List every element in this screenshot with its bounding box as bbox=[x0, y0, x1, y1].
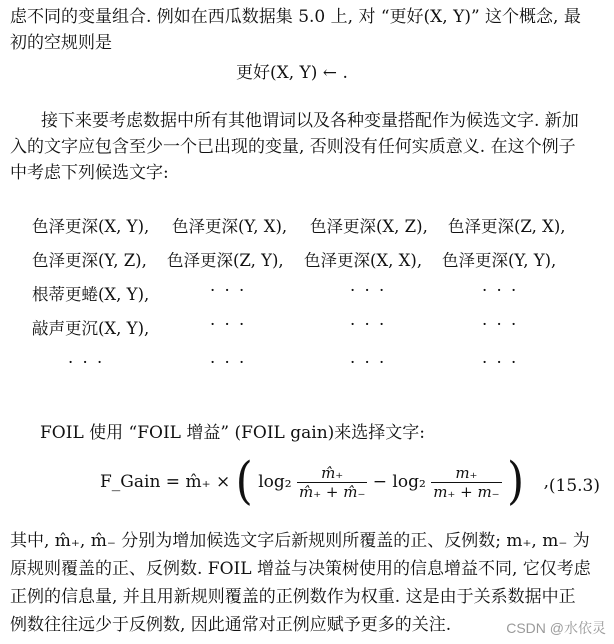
left-paren: ( bbox=[235, 452, 253, 511]
fraction-denominator: m̂₊ + m̂₋ bbox=[298, 482, 366, 501]
paragraph2-line2: 入的文字应包含至少一个已出现的变量, 否则没有任何实质意义. 在这个例子 bbox=[10, 137, 576, 157]
candidate-literal: 色泽更深(Y, Z), bbox=[32, 251, 147, 270]
fraction-original-rule bbox=[431, 464, 501, 501]
ellipsis: · · · bbox=[350, 353, 387, 372]
ellipsis: · · · bbox=[210, 281, 247, 300]
paragraph1-line2: 初的空规则是 bbox=[10, 33, 112, 53]
candidate-row bbox=[32, 247, 592, 279]
paragraph3-line2: 原规则覆盖的正、反例数. FOIL 增益与决策树使用的信息增益不同, 它仅考虑 bbox=[10, 559, 591, 579]
watermark: CSDN @水依灵 bbox=[506, 620, 606, 636]
foil-intro: FOIL 使用 “FOIL 增益” (FOIL gain)来选择文字: bbox=[40, 423, 426, 443]
ellipsis: · · · bbox=[482, 281, 519, 300]
candidate-literal: 色泽更深(X, Y), bbox=[32, 217, 150, 236]
fraction-numerator: m̂₊ bbox=[297, 464, 367, 483]
candidate-literal: 色泽更深(X, Z), bbox=[310, 217, 428, 236]
fraction-denominator: m₊ + m₋ bbox=[433, 482, 500, 501]
ellipsis: · · · bbox=[210, 315, 247, 334]
candidate-literal: 根蒂更蜷(X, Y), bbox=[32, 285, 150, 304]
paragraph2-line1: 接下来要考虑数据中所有其他谓词以及各种变量搭配作为候选文字. 新加 bbox=[41, 111, 579, 131]
ellipsis: · · · bbox=[482, 353, 519, 372]
formula-comma: , bbox=[543, 472, 549, 492]
ellipsis: · · · bbox=[350, 281, 387, 300]
paragraph2-line3: 中考虑下列候选文字: bbox=[10, 163, 169, 183]
formula-minus-log2: − log₂ bbox=[372, 472, 426, 492]
paragraph3-line1: 其中, m̂₊, m̂₋ 分别为增加候选文字后新规则所覆盖的正、反例数; m₊, m₋ 为 bbox=[10, 531, 590, 551]
ellipsis: · · · bbox=[68, 353, 105, 372]
candidate-literal: 色泽更深(Z, Y), bbox=[167, 251, 284, 270]
paragraph3-line4: 例数往往远少于反例数, 因此通常对正例应赋予更多的关注. bbox=[10, 615, 452, 635]
candidate-literal: 色泽更深(X, X), bbox=[304, 251, 423, 270]
candidate-row bbox=[32, 213, 592, 245]
right-paren: ) bbox=[507, 452, 525, 511]
ellipsis: · · · bbox=[210, 353, 247, 372]
fraction-numerator: m₊ bbox=[431, 464, 501, 483]
candidate-literal: 色泽更深(Y, Y), bbox=[442, 251, 557, 270]
foil-gain-formula bbox=[100, 452, 600, 530]
paragraph1-line1: 虑不同的变量组合. 例如在西瓜数据集 5.0 上, 对 “更好(X, Y)” 这个概念, 最 bbox=[10, 7, 581, 27]
formula-lhs: F_Gain = m̂₊ × bbox=[100, 472, 231, 492]
candidate-row bbox=[32, 315, 592, 347]
ellipsis: · · · bbox=[350, 315, 387, 334]
candidate-literal: 色泽更深(Y, X), bbox=[172, 217, 288, 236]
equation-number: (15.3) bbox=[548, 476, 600, 496]
initial-rule-equation: 更好(X, Y) ← . bbox=[236, 63, 348, 83]
paragraph3-line3: 正例的信息量, 并且用新规则覆盖的正例数作为权重. 这是由于关系数据中正 bbox=[10, 587, 576, 607]
candidate-literal: 敲声更沉(X, Y), bbox=[32, 319, 150, 338]
candidate-row bbox=[32, 353, 592, 385]
fraction-new-rule bbox=[297, 464, 367, 501]
candidate-literal: 色泽更深(Z, X), bbox=[448, 217, 566, 236]
formula-log2: log₂ bbox=[258, 472, 292, 492]
ellipsis: · · · bbox=[482, 315, 519, 334]
candidate-row bbox=[32, 281, 592, 313]
